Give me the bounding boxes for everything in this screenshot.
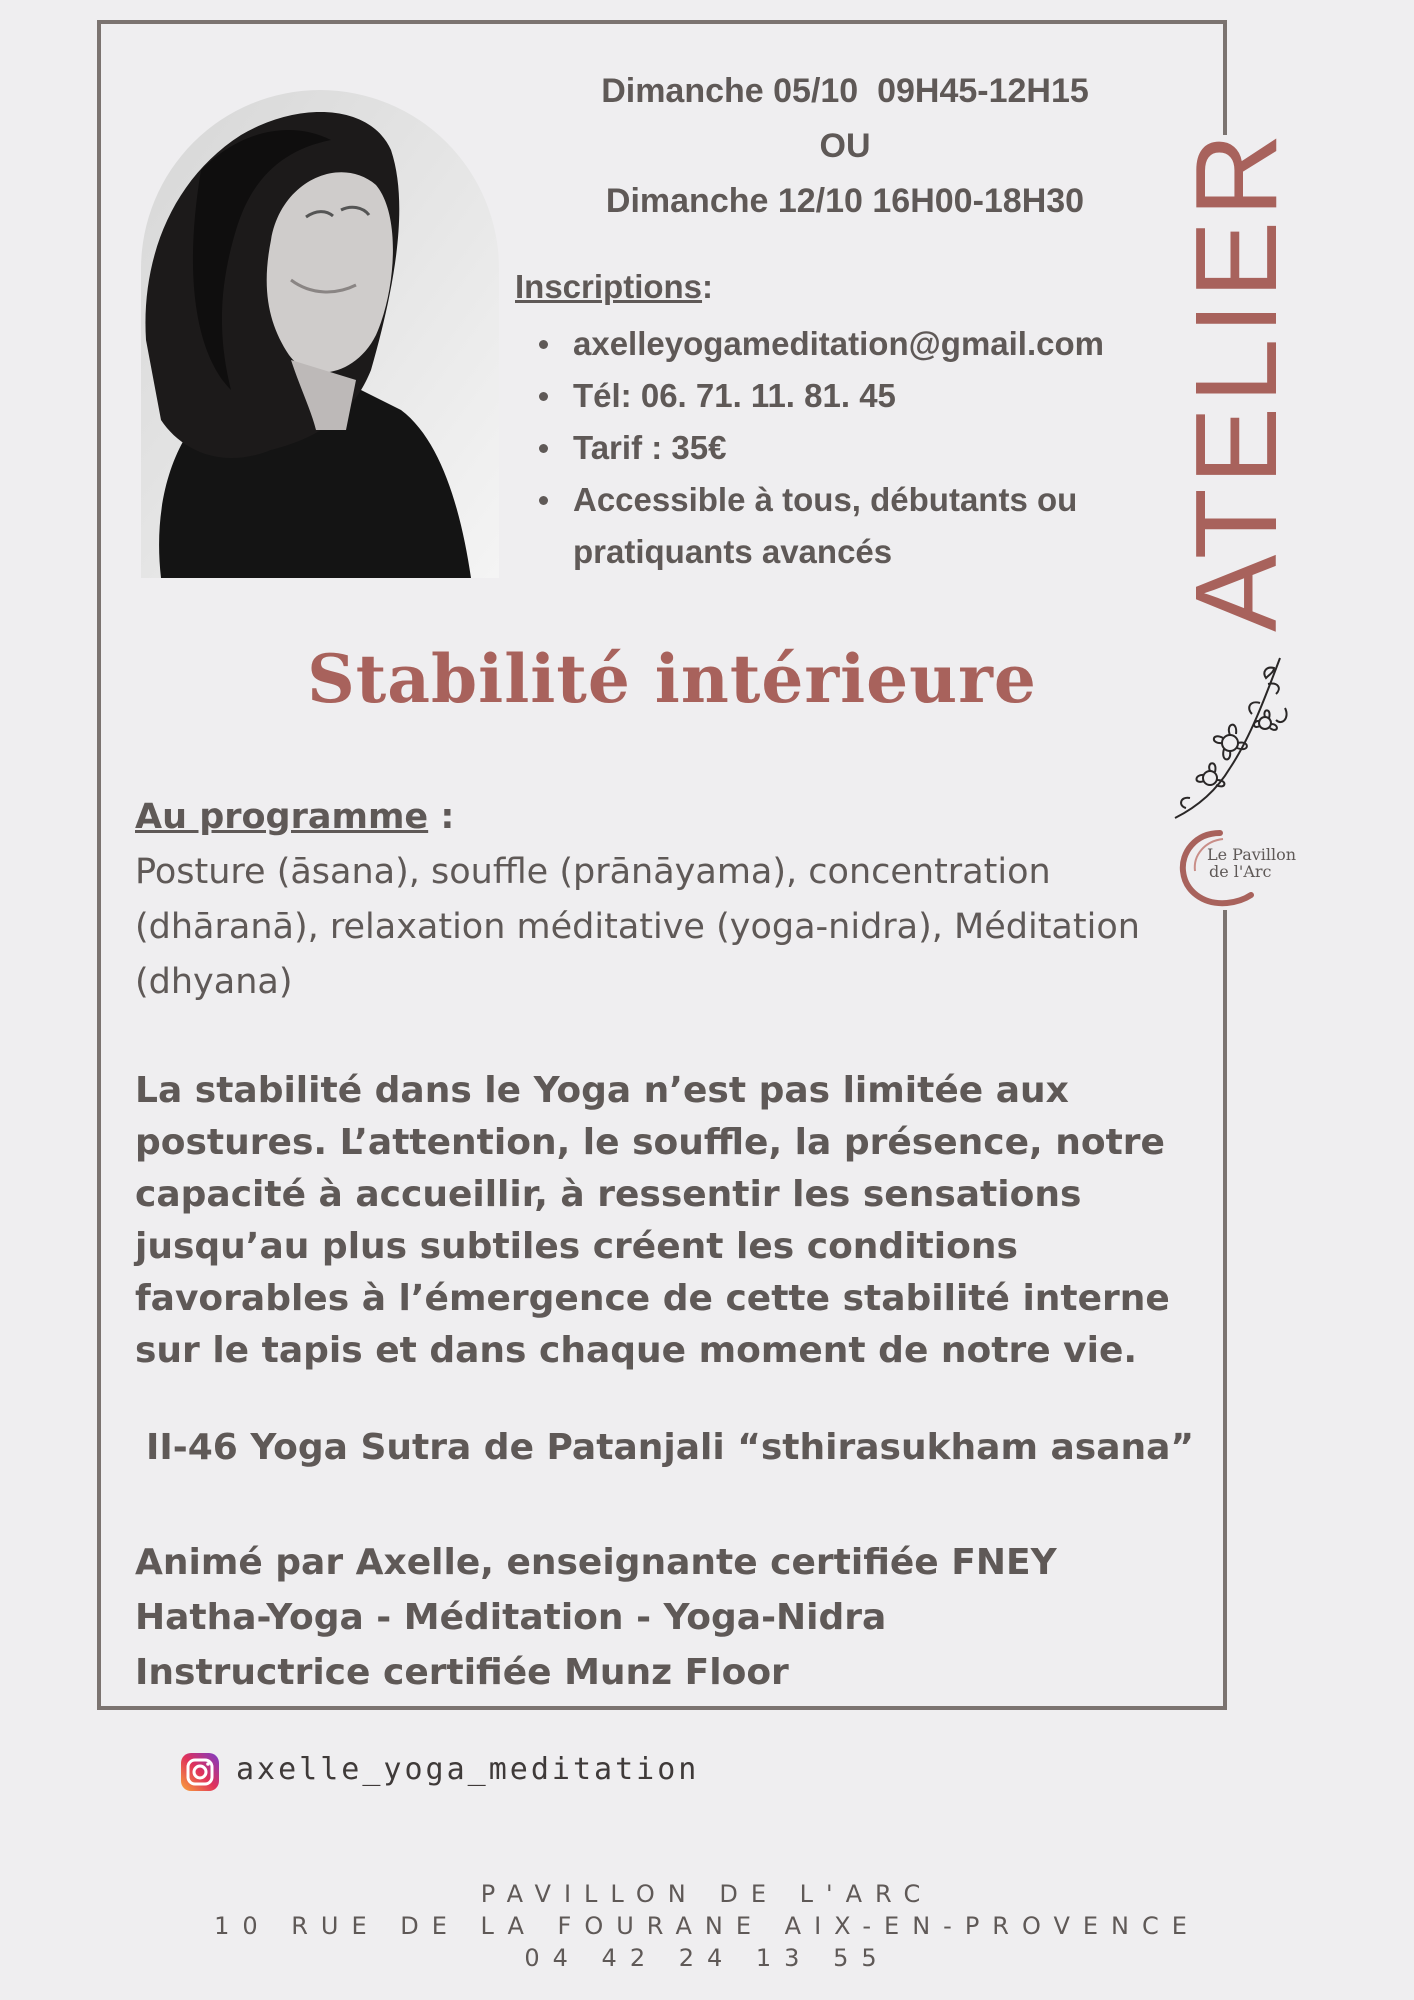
- inscriptions-heading: [515, 268, 713, 306]
- schedule-or: OU: [819, 127, 871, 165]
- programme-text: Posture (āsana), souffle (prānāyama), concentration (dhāranā), relaxation méditative (yoga-nidra), Méditation (dhyana): [135, 852, 1140, 1002]
- venue-phone[interactable]: 04 42 24 13 55: [524, 1944, 890, 1972]
- logo-line-1: Le Pavillon: [1207, 845, 1297, 864]
- venue-footer: [0, 1878, 1414, 1974]
- venue-name: PAVILLON DE L'ARC: [480, 1880, 934, 1908]
- programme-heading: [135, 790, 1195, 845]
- instagram-icon[interactable]: [180, 1752, 220, 1792]
- inscription-email[interactable]: axelleyogameditation@gmail.com: [515, 318, 1195, 370]
- inscription-phone[interactable]: Tél: 06. 71. 11. 81. 45: [515, 370, 1195, 422]
- inscriptions-title: Inscriptions: [515, 268, 703, 305]
- portrait-photo: [141, 90, 499, 578]
- inscriptions-colon: :: [702, 268, 714, 305]
- inscriptions-list: [515, 318, 1195, 578]
- programme-colon: :: [428, 797, 455, 837]
- inscription-price: Tarif : 35€: [515, 422, 1195, 474]
- sutra-quote: II-46 Yoga Sutra de Patanjali “sthirasukham asana”: [146, 1427, 1195, 1468]
- atelier-side-label: ATELIER: [1171, 129, 1301, 632]
- description-paragraph: La stabilité dans le Yoga n’est pas limitée aux postures. L’attention, le souffle, la présence, notre capacité à accueillir, à ressentir les sensations jusqu’au plus subtiles créent les conditions favorables à l’émergence de cette stabilité interne sur le tapis et dans chaque moment de notre vie.: [135, 1070, 1170, 1371]
- schedule-date-1: Dimanche 05/10 09H45-12H15: [601, 72, 1089, 110]
- workshop-title: Stabilité intérieure: [307, 640, 1037, 718]
- programme-title: Au programme: [135, 797, 429, 837]
- teacher-info: [135, 1535, 1057, 1700]
- teacher-line-1: Animé par Axelle, enseignante certifiée FNEY: [135, 1542, 1057, 1583]
- instagram-handle[interactable]: axelle_yoga_meditation: [236, 1752, 700, 1787]
- frame-right-segment: [1223, 910, 1227, 1710]
- frame-right-segment: [1223, 20, 1227, 135]
- inscription-audience: Accessible à tous, débutants ou pratiquants avancés: [515, 474, 1195, 578]
- teacher-line-3: Instructrice certifiée Munz Floor: [135, 1652, 789, 1693]
- schedule-date-2: Dimanche 12/10 16H00-18H30: [605, 182, 1085, 220]
- schedule: [530, 64, 1160, 229]
- programme-section: [135, 790, 1195, 1010]
- teacher-line-2: Hatha-Yoga - Méditation - Yoga-Nidra: [135, 1597, 887, 1638]
- logo-line-2: de l'Arc: [1209, 862, 1272, 881]
- venue-address: 10 RUE DE LA FOURANE AIX-EN-PROVENCE: [214, 1912, 1200, 1940]
